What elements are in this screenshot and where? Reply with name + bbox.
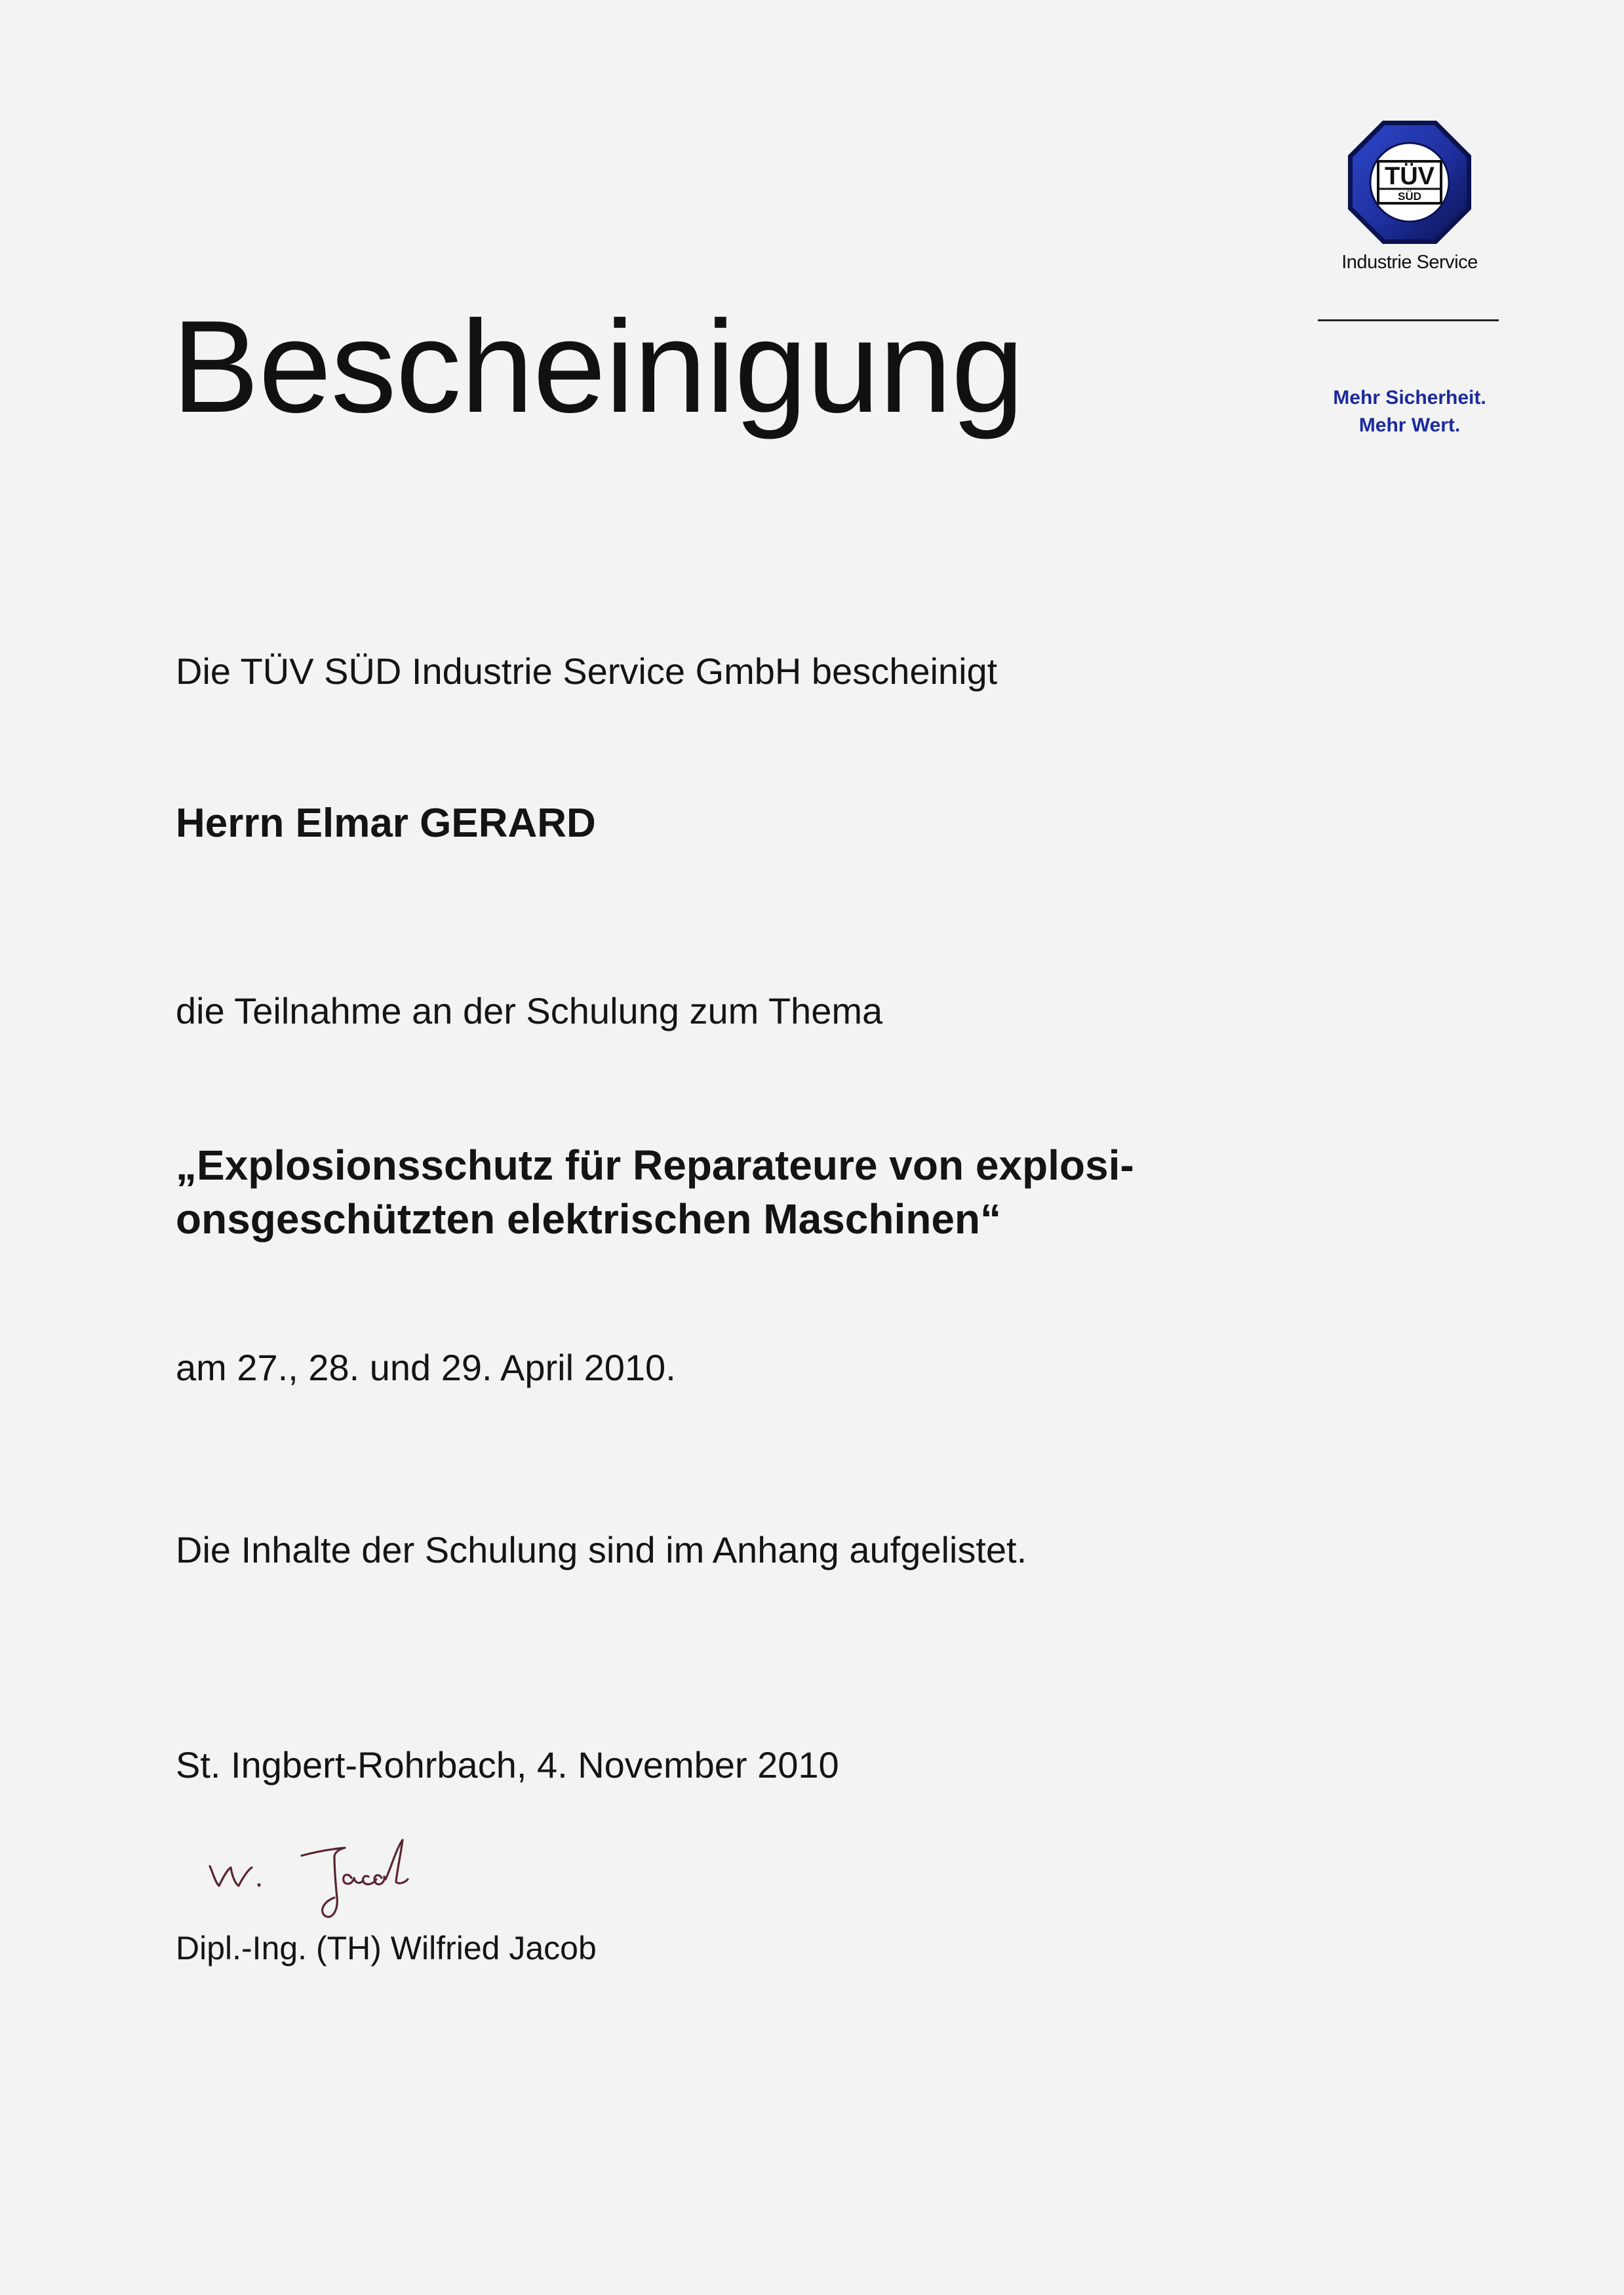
slogan-line-1: Mehr Sicherheit.: [1333, 387, 1486, 409]
signatory-name: Dipl.-Ing. (TH) Wilfried Jacob: [176, 1930, 597, 1966]
document-title: Bescheinigung: [172, 294, 1024, 440]
logo-divider: [1318, 319, 1499, 321]
logo-sub: SÜD: [1398, 190, 1421, 203]
tuv-sud-logo: [1318, 118, 1501, 273]
slogan: [1311, 384, 1508, 439]
slogan-line-2: Mehr Wert.: [1358, 414, 1461, 436]
course-topic: [176, 1138, 1134, 1246]
signature-text: W. Jacob: [197, 1829, 200, 1830]
tuv-octagon-logo-icon: [1345, 118, 1474, 247]
recipient-name: Herrn Elmar GERARD: [176, 801, 596, 846]
course-topic-line-2: onsgeschützten elektrischen Maschinen“: [176, 1195, 1001, 1243]
place-and-date: St. Ingbert-Rohrbach, 4. November 2010: [176, 1744, 839, 1786]
course-topic-line-1: „Explosionsschutz für Reparateure von explosi-: [176, 1142, 1134, 1189]
participation-text: die Teilnahme an der Schulung zum Thema: [176, 990, 883, 1031]
course-dates: am 27., 28. und 29. April 2010.: [176, 1347, 676, 1388]
logo-wordmark: TÜV: [1385, 163, 1435, 190]
contents-note: Die Inhalte der Schulung sind im Anhang aufgelistet.: [176, 1529, 1027, 1570]
handwritten-signature: [197, 1829, 564, 1928]
intro-text: Die TÜV SÜD Industrie Service GmbH bescheinigt: [176, 650, 998, 692]
logo-caption: Industrie Service: [1341, 252, 1478, 273]
